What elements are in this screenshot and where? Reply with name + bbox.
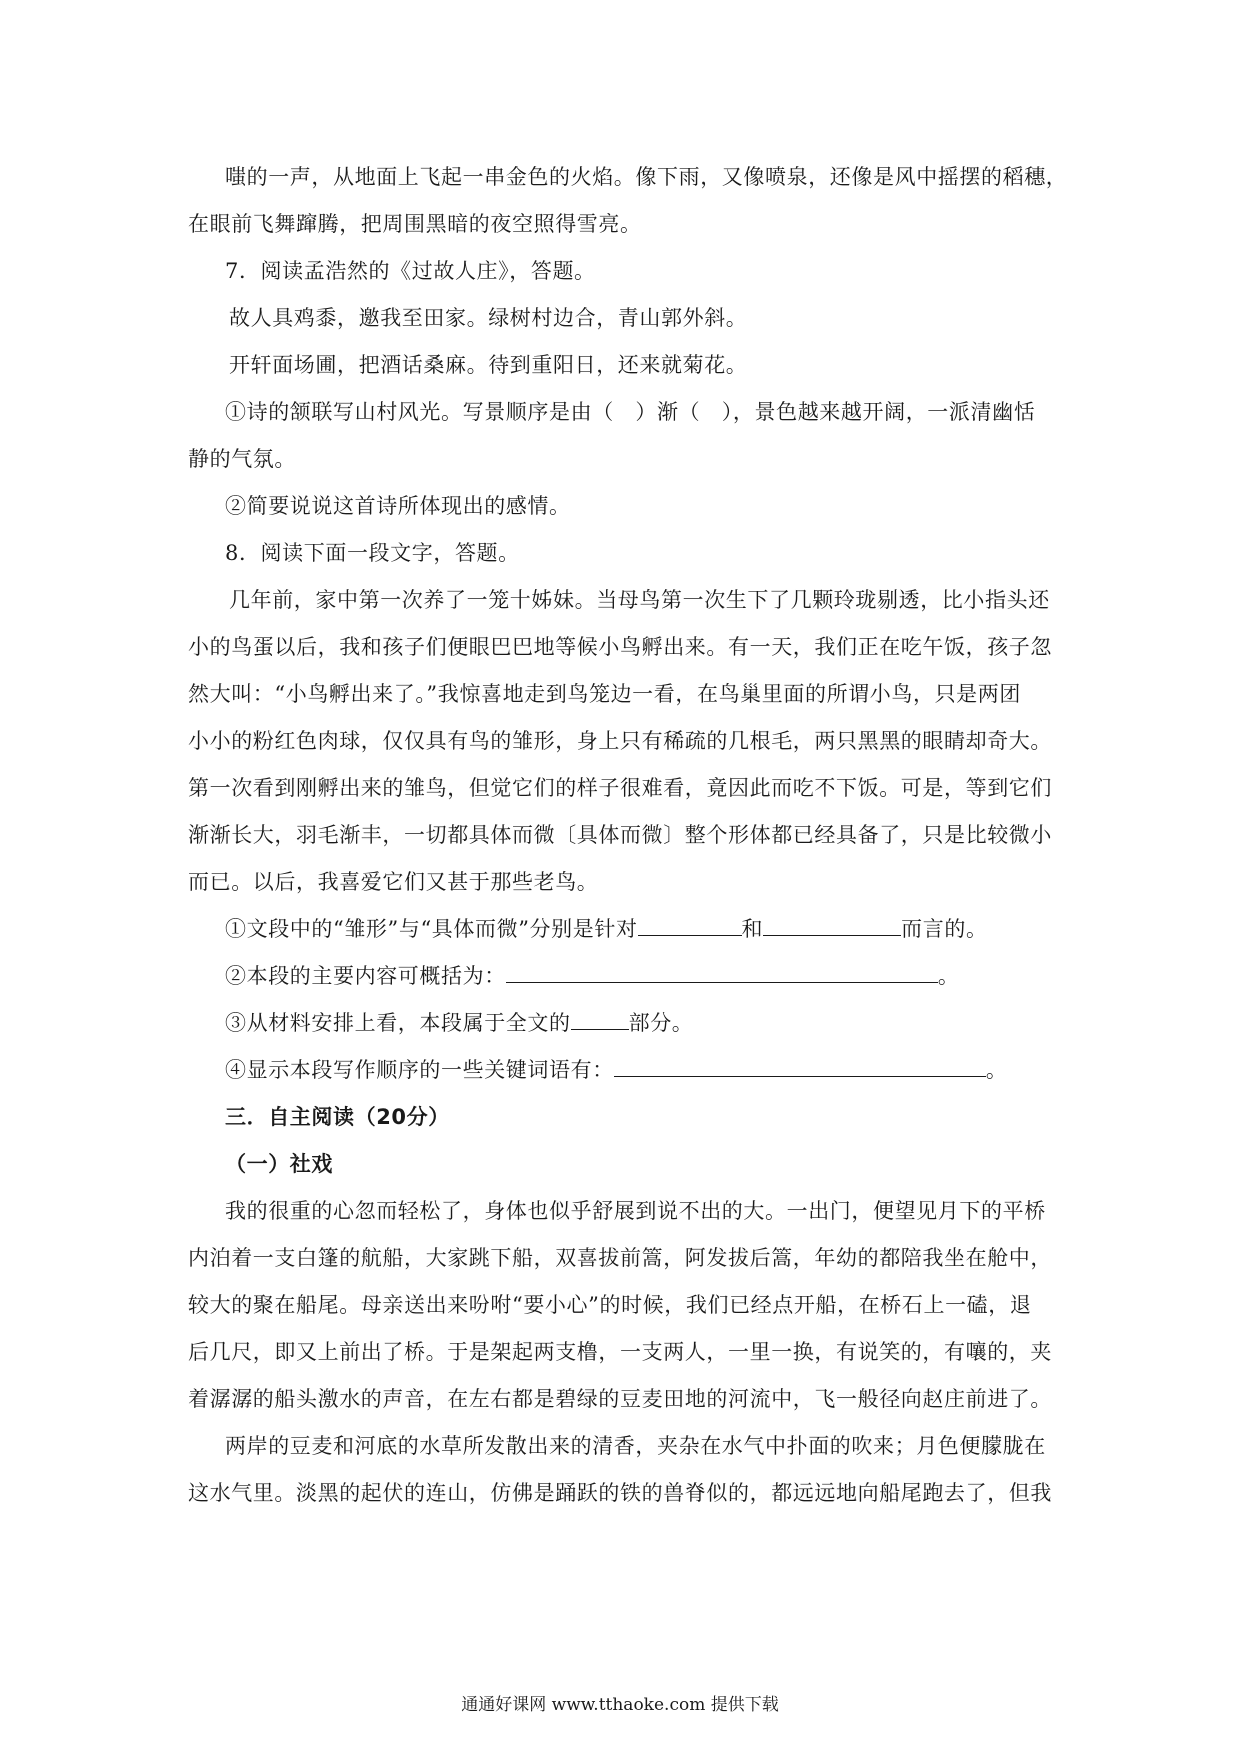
passage-line: 然大叫：“小鸟孵出来了。”我惊喜地走到鸟笼边一看，在鸟巢里面的所谓小鸟，只是两团 (188, 682, 1021, 706)
passage-line: 较大的聚在船尾。母亲送出来吩咐“要小心”的时候，我们已经点开船，在桥石上一磕，退 (188, 1293, 1032, 1317)
passage-line: 而已。以后，我喜爱它们又甚于那些老鸟。 (188, 870, 599, 894)
question-7-sub1-cont: 静的气氛。 (188, 447, 296, 471)
question-8-title: 8．阅读下面一段文字，答题。 (225, 541, 520, 565)
sub3-text-a: ③从材料安排上看，本段属于全文的 (225, 1011, 571, 1035)
answer-blank[interactable] (571, 1007, 629, 1030)
sub1-text-a: ①文段中的“雏形”与“具体而微”分别是针对 (225, 917, 638, 941)
sub4-text-c: 。 (985, 1058, 1008, 1082)
passage-line: 两岸的豆麦和河底的水草所发散出来的清香，夹杂在水气中扑面的吹来；月色便朦胧在 (225, 1434, 1046, 1458)
passage-line: 第一次看到刚孵出来的雏鸟，但觉它们的样子很难看，竟因此而吃不下饭。可是，等到它们 (188, 776, 1052, 800)
sub1-text-c: 而言的。 (901, 917, 988, 941)
sub1-text-b: 和 (741, 917, 764, 941)
question-7-title: 7．阅读孟浩然的《过故人庄》，答题。 (225, 259, 596, 283)
passage-line: 着潺潺的船头激水的声音，在左右都是碧绿的豆麦田地的河流中，飞一般径向赵庄前进了。 (188, 1387, 1052, 1411)
sub3-text-c: 部分。 (628, 1011, 694, 1035)
passage-line: 这水气里。淡黑的起伏的连山，仿佛是踊跃的铁的兽脊似的，都远远地向船尾跑去了，但我 (188, 1481, 1052, 1505)
passage-line: 内泊着一支白篷的航船，大家跳下船，双喜拔前篙，阿发拔后篙，年幼的都陪我坐在舱中， (188, 1246, 1052, 1270)
page-content (188, 154, 1068, 1517)
question-8-sub2 (188, 953, 1058, 1000)
passage-line: 几年前，家中第一次养了一笼十姊妹。当母鸟第一次生下了几颗玲珑剔透，比小指头还 (229, 588, 1050, 612)
answer-blank[interactable] (614, 1054, 986, 1077)
answer-blank[interactable] (506, 960, 938, 983)
passage-line: 在眼前飞舞蹿腾，把周围黑暗的夜空照得雪亮。 (188, 212, 642, 236)
question-7-sub2: ②简要说说这首诗所体现出的感情。 (225, 494, 571, 518)
page-footer: 通通好课网 www.tthaoke.com 提供下载 (461, 1695, 779, 1715)
passage-line: 嗤的一声，从地面上飞起一串金色的火焰。像下雨，又像喷泉，还像是风中摇摆的稻穗， (225, 165, 1068, 189)
sub2-text-c: 。 (937, 964, 960, 988)
passage-line: 小小的粉红色肉球，仅仅具有鸟的雏形，身上只有稀疏的几根毛，两只黑黑的眼睛却奇大。 (188, 729, 1052, 753)
answer-blank[interactable] (763, 913, 901, 936)
passage-line: 渐渐长大，羽毛渐丰，一切都具体而微〔具体而微〕整个形体都已经具备了，只是比较微小 (188, 823, 1052, 847)
sub2-text-a: ②本段的主要内容可概括为： (225, 964, 506, 988)
passage-line: 后几尺，即又上前出了桥。于是架起两支橹，一支两人，一里一换，有说笑的，有嚷的，夹 (188, 1340, 1052, 1364)
sub4-text-a: ④显示本段写作顺序的一些关键词语有： (225, 1058, 614, 1082)
question-8-sub3 (188, 1000, 1058, 1047)
passage-line: 我的很重的心忽而轻松了，身体也似乎舒展到说不出的大。一出门，便望见月下的平桥 (225, 1199, 1046, 1223)
answer-blank[interactable] (638, 913, 742, 936)
section-heading: 三．自主阅读（20分） (225, 1105, 450, 1129)
question-8-sub4 (188, 1047, 1058, 1094)
poem-line: 开轩面场圃，把酒话桑麻。待到重阳日，还来就菊花。 (229, 353, 748, 377)
section-subheading: （一）社戏 (225, 1152, 333, 1176)
poem-line: 故人具鸡黍，邀我至田家。绿树村边合，青山郭外斜。 (229, 306, 748, 330)
question-7-sub1: ①诗的颔联写山村风光。写景顺序是由（ ）渐（ ），景色越来越开阔，一派清幽恬 (225, 400, 1036, 424)
passage-line: 小的鸟蛋以后，我和孩子们便眼巴巴地等候小鸟孵出来。有一天，我们正在吃午饭，孩子忽 (188, 635, 1052, 659)
question-8-sub1 (188, 906, 1058, 953)
